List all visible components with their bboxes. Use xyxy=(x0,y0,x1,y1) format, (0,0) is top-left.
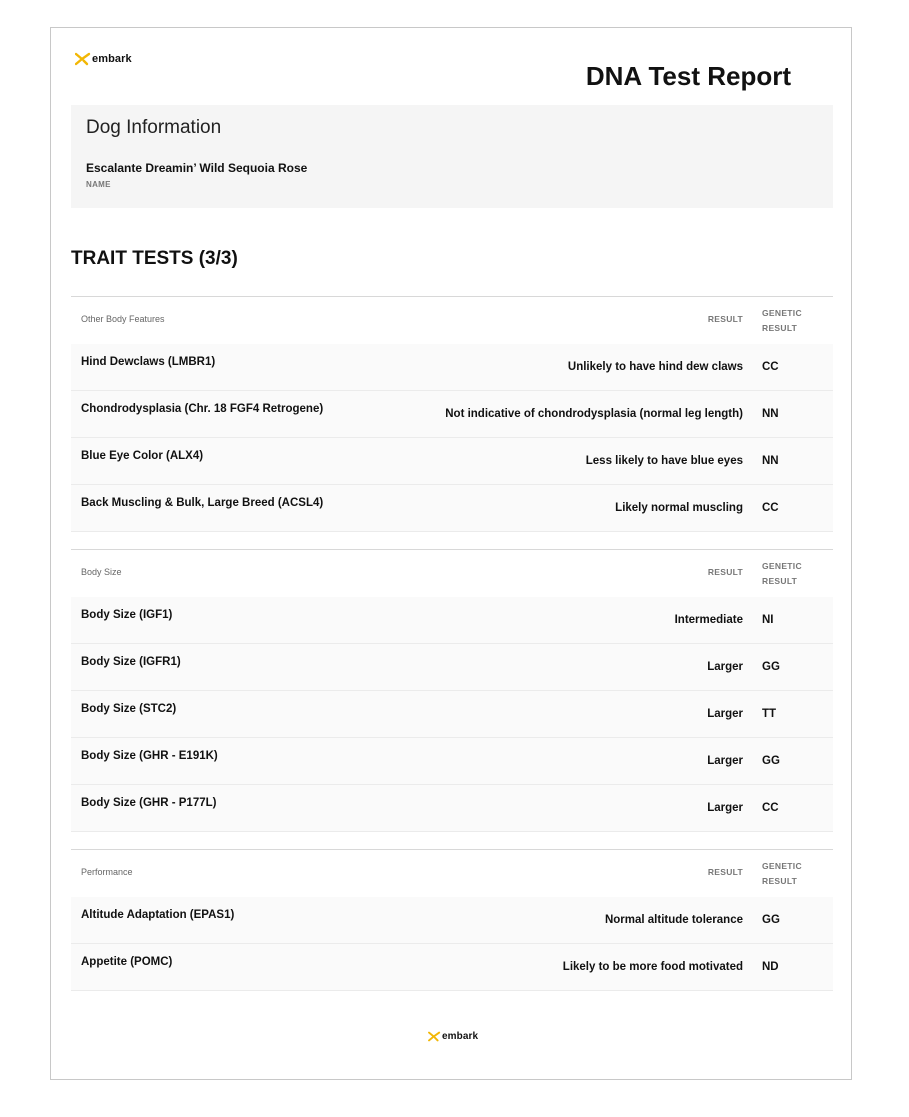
footer-embark-logo-text: embark xyxy=(442,1031,479,1042)
section-title: Body Size xyxy=(81,567,122,577)
trait-genetic-result: NN xyxy=(762,408,779,420)
section-performance xyxy=(71,849,833,991)
trait-genetic-result: CC xyxy=(762,361,779,373)
trait-row xyxy=(71,644,833,691)
genetic-result-column-header: GENETIC RESULT xyxy=(762,308,802,333)
dog-information-panel xyxy=(71,105,833,208)
trait-name: Body Size (GHR - E191K) xyxy=(81,750,218,762)
embark-logo-text: embark xyxy=(92,53,132,65)
trait-name: Back Muscling & Bulk, Large Breed (ACSL4) xyxy=(81,497,324,509)
section-title: Performance xyxy=(81,867,133,877)
trait-genetic-result: CC xyxy=(762,802,779,814)
result-column-header: RESULT xyxy=(707,314,743,324)
trait-result: Likely to be more food motivated xyxy=(562,961,743,973)
trait-row xyxy=(71,438,833,485)
section-header xyxy=(71,850,833,897)
dog-information-heading: Dog Information xyxy=(86,117,222,138)
trait-result: Larger xyxy=(707,755,743,767)
trait-genetic-result: NI xyxy=(762,614,774,626)
trait-name: Hind Dewclaws (LMBR1) xyxy=(81,356,216,368)
trait-result: Larger xyxy=(707,661,743,673)
trait-name: Body Size (STC2) xyxy=(81,703,177,715)
trait-row xyxy=(71,485,833,532)
trait-result: Intermediate xyxy=(674,614,743,626)
trait-name: Chondrodysplasia (Chr. 18 FGF4 Retrogene) xyxy=(81,403,324,415)
trait-row xyxy=(71,344,833,391)
report-title: DNA Test Report xyxy=(585,61,791,91)
section-other-body-features xyxy=(71,296,833,532)
trait-genetic-result: NN xyxy=(762,455,779,467)
section-header xyxy=(71,297,833,344)
trait-result: Likely normal muscling xyxy=(615,502,743,514)
trait-result: Unlikely to have hind dew claws xyxy=(567,361,743,373)
trait-name: Body Size (IGF1) xyxy=(81,609,173,621)
result-column-header: RESULT xyxy=(707,867,743,877)
trait-genetic-result: GG xyxy=(762,914,780,926)
embark-logo xyxy=(75,52,132,66)
trait-result: Not indicative of chondrodysplasia (normal leg length) xyxy=(445,408,743,420)
genetic-result-column-header: GENETIC RESULT xyxy=(762,861,802,886)
trait-genetic-result: ND xyxy=(762,961,779,973)
trait-row xyxy=(71,738,833,785)
trait-name: Body Size (GHR - P177L) xyxy=(81,797,217,809)
dog-name-value: Escalante Dreamin’ Wild Sequoia Rose xyxy=(86,161,308,175)
trait-result: Less likely to have blue eyes xyxy=(585,455,743,467)
section-header xyxy=(71,550,833,597)
trait-row xyxy=(71,391,833,438)
trait-tests-heading: TRAIT TESTS (3/3) xyxy=(71,248,238,269)
trait-name: Body Size (IGFR1) xyxy=(81,656,181,668)
trait-row xyxy=(71,897,833,944)
trait-result: Larger xyxy=(707,708,743,720)
trait-genetic-result: GG xyxy=(762,661,780,673)
trait-name: Appetite (POMC) xyxy=(81,956,173,968)
dog-name-label: NAME xyxy=(86,180,111,189)
report-page xyxy=(50,27,852,1080)
trait-row xyxy=(71,691,833,738)
trait-row xyxy=(71,597,833,644)
section-title: Other Body Features xyxy=(81,314,165,324)
trait-genetic-result: GG xyxy=(762,755,780,767)
footer-embark-logo xyxy=(428,1031,478,1042)
trait-row xyxy=(71,944,833,991)
trait-name: Blue Eye Color (ALX4) xyxy=(81,450,204,462)
trait-result: Normal altitude tolerance xyxy=(604,914,743,926)
embark-mark-icon xyxy=(75,52,91,66)
trait-genetic-result: TT xyxy=(762,708,777,720)
genetic-result-column-header: GENETIC RESULT xyxy=(762,561,802,586)
trait-row xyxy=(71,785,833,832)
trait-result: Larger xyxy=(707,802,743,814)
trait-genetic-result: CC xyxy=(762,502,779,514)
section-body-size xyxy=(71,549,833,832)
trait-name: Altitude Adaptation (EPAS1) xyxy=(81,909,235,921)
embark-mark-icon xyxy=(428,1031,441,1042)
result-column-header: RESULT xyxy=(707,567,743,577)
